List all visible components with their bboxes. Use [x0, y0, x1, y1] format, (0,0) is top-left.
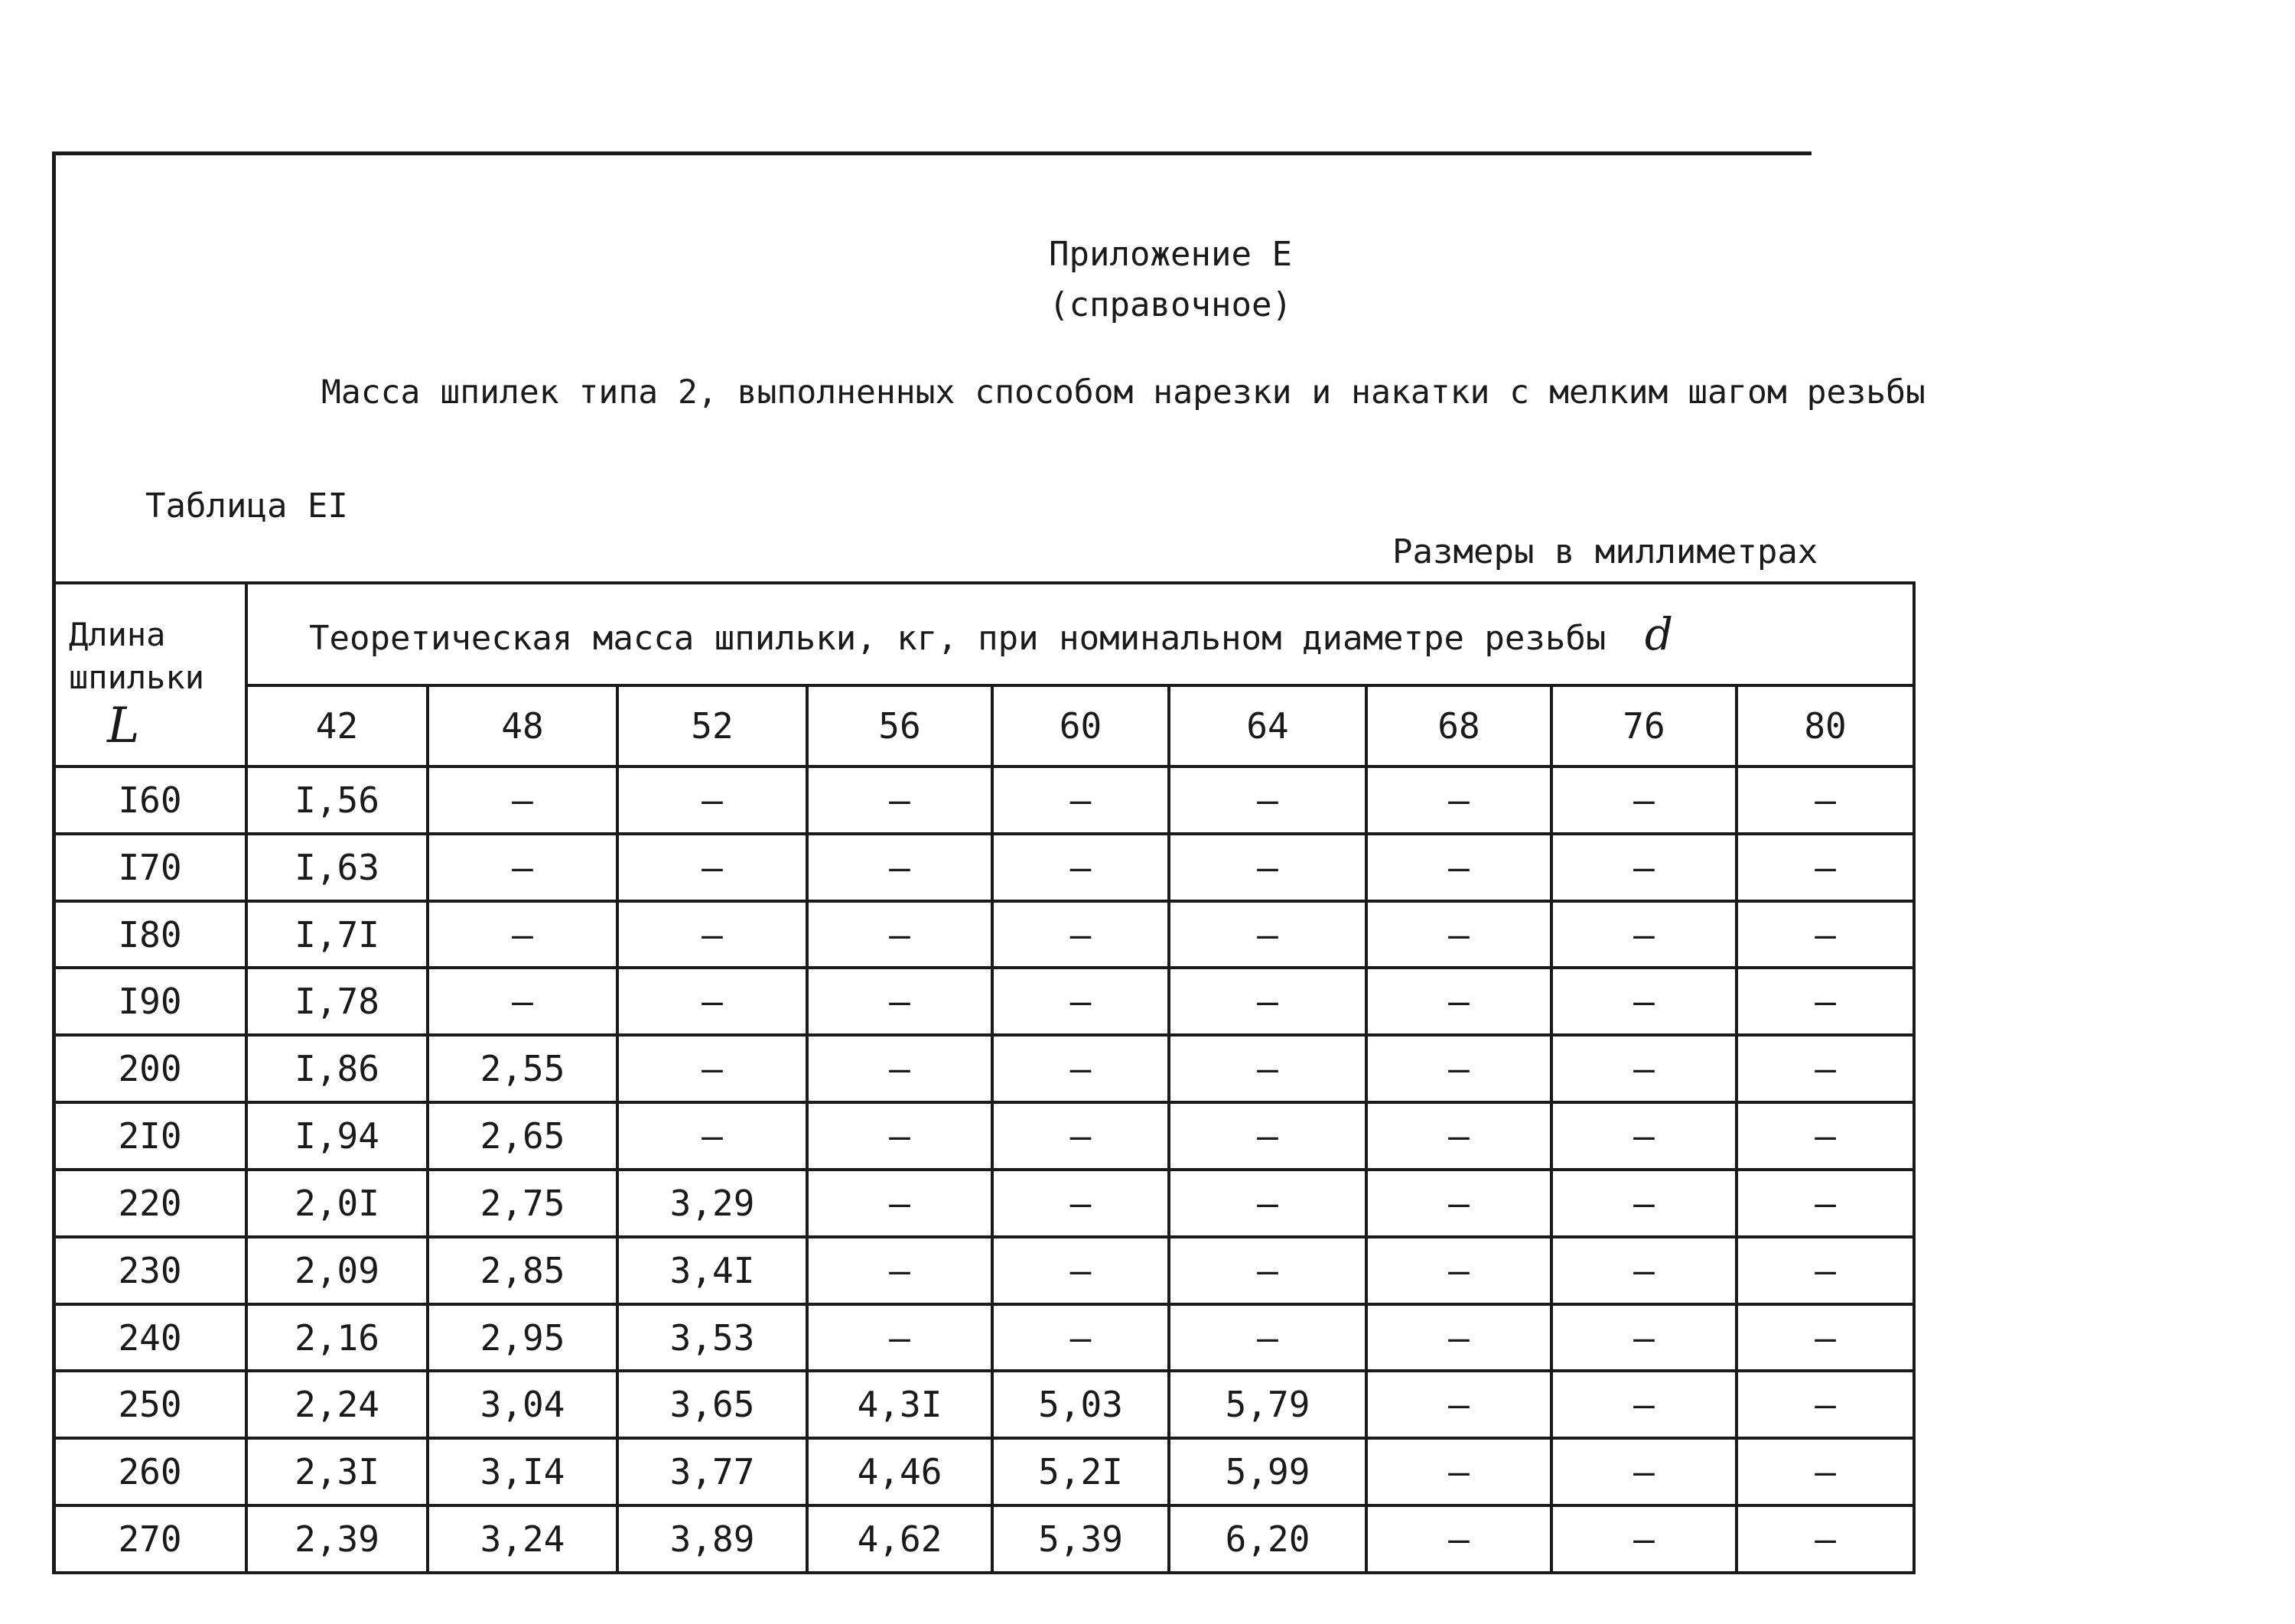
mass-cell: 5,2I — [992, 1438, 1169, 1505]
mass-cell: – — [1737, 1237, 1914, 1304]
mass-cell: 5,99 — [1169, 1438, 1366, 1505]
length-cell: 200 — [54, 1035, 246, 1102]
length-cell: 270 — [54, 1505, 246, 1573]
mass-cell: 2,0I — [246, 1170, 428, 1237]
table-row — [54, 766, 1914, 834]
table-row — [54, 1035, 1914, 1102]
length-cell: I70 — [54, 834, 246, 901]
mass-cell: – — [807, 968, 992, 1035]
mass-header-label: Теоретическая масса шпильки, кг, при номинальном диаметре резьбы — [309, 619, 1606, 658]
document-title: Масса шпилек типа 2, выполненных способом нарезки и накатки с мелким шагом резьбы — [321, 373, 1926, 412]
mass-table — [52, 581, 1916, 1574]
mass-cell: – — [1737, 1102, 1914, 1170]
mass-cell: 3,4I — [617, 1237, 807, 1304]
length-column-header — [54, 583, 246, 766]
mass-cell: – — [1551, 1304, 1737, 1372]
mass-cell: – — [617, 1102, 807, 1170]
mass-cell: 5,79 — [1169, 1371, 1366, 1438]
mass-cell: 2,65 — [428, 1102, 617, 1170]
mass-cell: – — [992, 1035, 1169, 1102]
mass-cell: I,78 — [246, 968, 428, 1035]
table-label: Таблица ЕI — [145, 487, 348, 526]
mass-cell: – — [1366, 1102, 1551, 1170]
mass-cell: 6,20 — [1169, 1505, 1366, 1573]
mass-cell: 2,39 — [246, 1505, 428, 1573]
length-cell: 2I0 — [54, 1102, 246, 1170]
mass-cell: – — [428, 766, 617, 834]
mass-cell: – — [1737, 968, 1914, 1035]
mass-cell: – — [807, 1170, 992, 1237]
mass-cell: – — [1366, 1035, 1551, 1102]
mass-cell: – — [1366, 1304, 1551, 1372]
mass-cell: 3,89 — [617, 1505, 807, 1573]
mass-cell: – — [807, 1304, 992, 1372]
mass-cell: – — [1551, 766, 1737, 834]
mass-cell: – — [617, 1035, 807, 1102]
mass-cell: 3,29 — [617, 1170, 807, 1237]
diameter-header-cell: 68 — [1366, 685, 1551, 766]
mass-cell: – — [807, 766, 992, 834]
appendix-heading — [956, 229, 1385, 330]
mass-cell: – — [1366, 968, 1551, 1035]
mass-cell: 2,24 — [246, 1371, 428, 1438]
length-header-label: Длина шпильки — [69, 616, 205, 696]
appendix-line-2: (справочное) — [1049, 285, 1292, 324]
mass-cell: 3,24 — [428, 1505, 617, 1573]
length-cell: 250 — [54, 1371, 246, 1438]
mass-cell: – — [1737, 834, 1914, 901]
diameter-header-cell: 76 — [1551, 685, 1737, 766]
length-cell: 240 — [54, 1304, 246, 1372]
mass-cell: I,86 — [246, 1035, 428, 1102]
mass-cell: – — [1169, 968, 1366, 1035]
mass-cell: – — [992, 766, 1169, 834]
mass-cell: 2,75 — [428, 1170, 617, 1237]
mass-cell: – — [1169, 1102, 1366, 1170]
mass-cell: – — [1551, 968, 1737, 1035]
mass-cell: – — [1366, 1438, 1551, 1505]
mass-cell: 3,53 — [617, 1304, 807, 1372]
mass-cell: – — [807, 1102, 992, 1170]
mass-cell: 3,04 — [428, 1371, 617, 1438]
mass-cell: – — [1169, 1170, 1366, 1237]
mass-cell: 2,3I — [246, 1438, 428, 1505]
length-symbol: L — [107, 698, 140, 754]
table-row — [54, 1304, 1914, 1372]
mass-cell: – — [428, 968, 617, 1035]
mass-cell: I,56 — [246, 766, 428, 834]
mass-cell: – — [1551, 1438, 1737, 1505]
diameter-header-cell: 56 — [807, 685, 992, 766]
diameter-symbol: d — [1644, 608, 1674, 660]
mass-cell: – — [992, 834, 1169, 901]
length-cell: I60 — [54, 766, 246, 834]
mass-cell: – — [807, 901, 992, 968]
mass-cell: – — [1551, 834, 1737, 901]
mass-cell: – — [1169, 901, 1366, 968]
length-cell: I90 — [54, 968, 246, 1035]
diameter-header-cell: 42 — [246, 685, 428, 766]
mass-cell: – — [1551, 1237, 1737, 1304]
mass-cell: – — [1169, 1304, 1366, 1372]
mass-cell: – — [617, 968, 807, 1035]
length-cell: 220 — [54, 1170, 246, 1237]
table-row — [54, 1371, 1914, 1438]
mass-cell: 2,16 — [246, 1304, 428, 1372]
units-note: Размеры в миллиметрах — [1392, 532, 1818, 571]
mass-cell: – — [1366, 766, 1551, 834]
mass-cell: – — [992, 968, 1169, 1035]
mass-cell: 3,65 — [617, 1371, 807, 1438]
mass-cell: – — [1169, 766, 1366, 834]
table-row — [54, 1102, 1914, 1170]
mass-cell: – — [1551, 1371, 1737, 1438]
mass-cell: – — [1366, 834, 1551, 901]
mass-table-body — [54, 766, 1914, 1573]
mass-cell: – — [1737, 1170, 1914, 1237]
mass-cell: I,94 — [246, 1102, 428, 1170]
length-cell: I80 — [54, 901, 246, 968]
mass-cell: – — [1169, 1237, 1366, 1304]
mass-cell: – — [807, 1035, 992, 1102]
mass-cell: – — [1551, 1170, 1737, 1237]
length-cell: 230 — [54, 1237, 246, 1304]
mass-cell: – — [428, 901, 617, 968]
mass-cell: I,7I — [246, 901, 428, 968]
mass-cell: 2,95 — [428, 1304, 617, 1372]
top-border-line — [52, 151, 1812, 155]
mass-cell: – — [807, 1237, 992, 1304]
diameter-header-cell: 52 — [617, 685, 807, 766]
mass-cell: – — [992, 1237, 1169, 1304]
mass-cell: 5,03 — [992, 1371, 1169, 1438]
mass-cell: – — [1737, 1035, 1914, 1102]
mass-cell: – — [1551, 1035, 1737, 1102]
mass-cell: – — [992, 901, 1169, 968]
mass-cell: – — [1737, 901, 1914, 968]
mass-cell: – — [1551, 1505, 1737, 1573]
mass-cell: 2,55 — [428, 1035, 617, 1102]
diameter-header-cell: 64 — [1169, 685, 1366, 766]
mass-cell: – — [992, 1102, 1169, 1170]
mass-cell: – — [1737, 1438, 1914, 1505]
diameter-header-row — [54, 685, 1914, 766]
mass-cell: – — [1366, 1170, 1551, 1237]
mass-cell: – — [1551, 901, 1737, 968]
mass-cell: – — [428, 834, 617, 901]
mass-cell: 4,62 — [807, 1505, 992, 1573]
mass-cell: – — [1737, 766, 1914, 834]
appendix-line-1: Приложение Е — [1049, 235, 1292, 274]
diameter-header-cell: 48 — [428, 685, 617, 766]
mass-cell: – — [1737, 1505, 1914, 1573]
mass-cell: – — [1366, 901, 1551, 968]
mass-column-header — [246, 583, 1914, 685]
mass-cell: 3,77 — [617, 1438, 807, 1505]
mass-cell: – — [992, 1304, 1169, 1372]
table-row — [54, 1237, 1914, 1304]
mass-cell: – — [1366, 1237, 1551, 1304]
mass-cell: – — [1737, 1304, 1914, 1372]
mass-cell: – — [1169, 1035, 1366, 1102]
mass-cell: – — [1737, 1371, 1914, 1438]
mass-cell: – — [1169, 834, 1366, 901]
mass-cell: – — [617, 834, 807, 901]
mass-cell: – — [1366, 1505, 1551, 1573]
table-row — [54, 834, 1914, 901]
mass-cell: 4,46 — [807, 1438, 992, 1505]
diameter-header-cell: 60 — [992, 685, 1169, 766]
mass-cell: – — [1551, 1102, 1737, 1170]
length-cell: 260 — [54, 1438, 246, 1505]
mass-cell: 2,09 — [246, 1237, 428, 1304]
table-row — [54, 1438, 1914, 1505]
table-row — [54, 1170, 1914, 1237]
mass-cell: 3,I4 — [428, 1438, 617, 1505]
table-row — [54, 1505, 1914, 1573]
mass-cell: 2,85 — [428, 1237, 617, 1304]
mass-cell: 4,3I — [807, 1371, 992, 1438]
diameter-header-cell: 80 — [1737, 685, 1914, 766]
mass-cell: – — [807, 834, 992, 901]
mass-cell: I,63 — [246, 834, 428, 901]
mass-cell: – — [992, 1170, 1169, 1237]
table-row — [54, 968, 1914, 1035]
mass-cell: 5,39 — [992, 1505, 1169, 1573]
mass-cell: – — [617, 766, 807, 834]
mass-cell: – — [617, 901, 807, 968]
mass-cell: – — [1366, 1371, 1551, 1438]
table-row — [54, 901, 1914, 968]
